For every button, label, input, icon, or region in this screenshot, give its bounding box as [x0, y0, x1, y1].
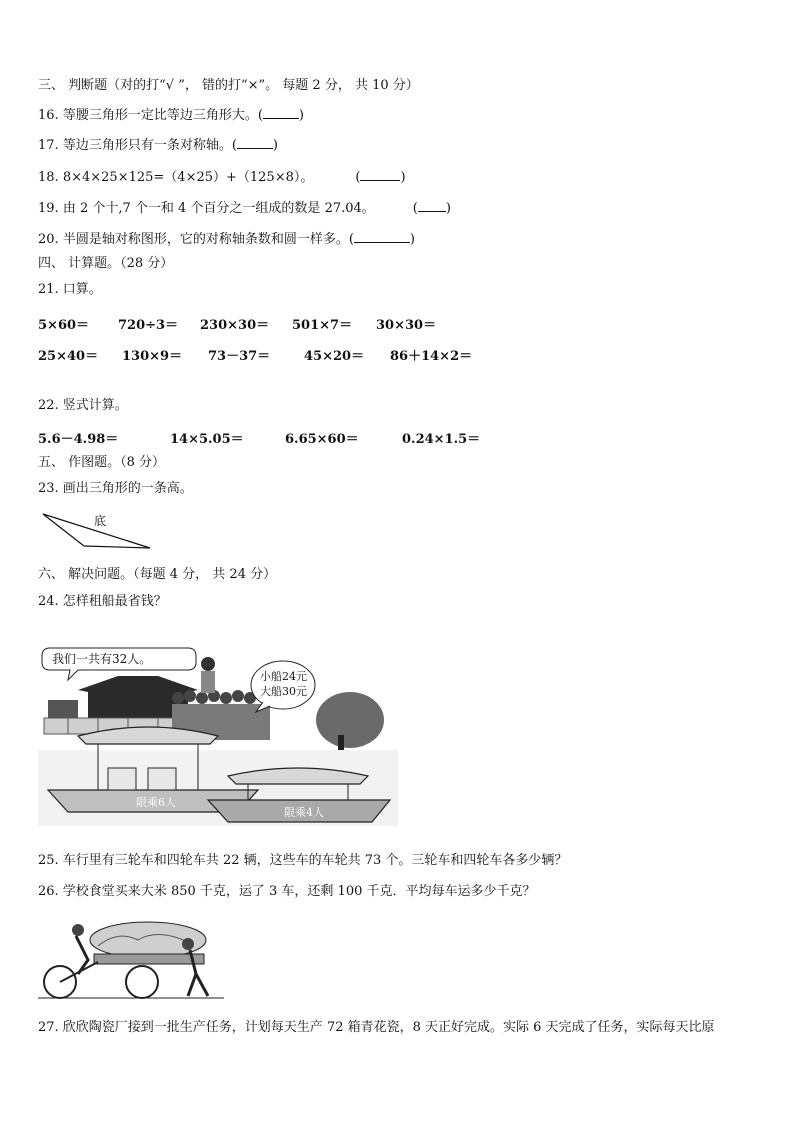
q19-number: 19.: [38, 201, 59, 216]
guide-body: [201, 671, 215, 693]
q19-answer-blank[interactable]: [418, 199, 446, 212]
q17-answer-blank[interactable]: [237, 136, 273, 149]
question-16: [38, 106, 304, 124]
oral-calc-9: 45×20＝: [304, 349, 365, 364]
guide-head: [201, 657, 215, 671]
section5-heading: 五、 作图题。（8 分）: [38, 455, 166, 470]
boat-scene-drawing: [38, 640, 398, 826]
q18-open-paren: (: [355, 170, 361, 185]
q27-label: 27. 欣欣陶瓷厂接到一批生产任务，计划每天生产 72 箱青花瓷，8 天正好完成。实际 6 天完成了任务，实际每天比原: [38, 1020, 715, 1035]
oral-calc-4: 501×7＝: [292, 318, 353, 333]
section6-heading: 六、 解决问题。（每题 4 分， 共 24 分）: [38, 567, 277, 582]
q19-open-paren: (: [412, 201, 418, 216]
question-19: [38, 199, 451, 217]
oral-calc-1: 5×60＝: [38, 318, 90, 333]
q19-text: 由 2 个十,7 个一和 4 个百分之一组成的数是 27.04。: [62, 201, 375, 216]
oral-calc-3: 230×30＝: [200, 318, 270, 333]
section4-heading: 四、 计算题。（28 分）: [38, 256, 174, 271]
rear-wheel: [126, 966, 158, 998]
q18-close-paren: ): [400, 170, 406, 185]
question-17: [38, 136, 278, 154]
section3-heading: 三、 判断题（对的打“√ ”， 错的打“×”。 每题 2 分， 共 10 分）: [38, 78, 419, 93]
q17-close-paren: ): [272, 138, 278, 153]
vertical-calc-4: 0.24×1.5＝: [402, 432, 481, 447]
q18-answer-blank[interactable]: [360, 168, 400, 181]
vertical-calc-2: 14×5.05＝: [170, 432, 244, 447]
q20-open-paren: (: [348, 232, 354, 247]
q19-close-paren: ): [445, 201, 451, 216]
q16-open-paren: (: [257, 108, 263, 123]
pusher-head: [182, 938, 194, 950]
q26-label: 26. 学校食堂买来大米 850 千克，运了 3 车，还剩 100 千克．平均每车运多少千克？: [38, 884, 536, 899]
q20-text: 半圆是轴对称图形，它的对称轴条数和圆一样多。: [62, 232, 349, 247]
triangle-figure: [40, 510, 156, 554]
oral-calc-6: 25×40＝: [38, 349, 99, 364]
rider-head: [72, 924, 84, 936]
cart-bed: [94, 954, 204, 964]
price-large-boat: 大船30元: [260, 685, 307, 698]
q20-answer-blank[interactable]: [354, 230, 410, 243]
rice-cart-drawing: [38, 918, 224, 1002]
boat2-capacity-sign: 限乘4人: [284, 806, 324, 819]
price-small-boat: 小船24元: [260, 670, 307, 683]
q20-close-paren: ): [409, 232, 415, 247]
tree-right: [316, 692, 384, 748]
question-18: [38, 168, 406, 186]
boat-rental-illustration: [38, 640, 398, 826]
q17-number: 17.: [38, 138, 59, 153]
q16-close-paren: ): [298, 108, 304, 123]
vertical-calc-1: 5.6－4.98＝: [38, 432, 119, 447]
question-20: [38, 230, 415, 248]
boat1-capacity-sign: 限乘6人: [136, 796, 176, 809]
q25-label: 25. 车行里有三轮车和四轮车共 22 辆，这些车的车轮共 73 个。三轮车和四轮车各多少辆？: [38, 853, 568, 868]
q16-text: 等腰三角形一定比等边三角形大。: [62, 108, 258, 123]
q18-text: 8×4×25×125=（4×25）+（125×8）。: [62, 170, 314, 185]
q16-number: 16.: [38, 108, 59, 123]
q21-label: 21. 口算。: [38, 282, 102, 297]
speech-bubble-text: 我们一共有32人。: [52, 652, 152, 666]
q23-label: 23. 画出三角形的一条高。: [38, 481, 193, 496]
oral-calc-5: 30×30＝: [376, 318, 437, 333]
q22-label: 22. 竖式计算。: [38, 398, 128, 413]
oral-calc-10: 86＋14×2＝: [390, 349, 473, 364]
q20-number: 20.: [38, 232, 59, 247]
q17-text: 等边三角形只有一条对称轴。: [62, 138, 232, 153]
oral-calc-8: 73－37＝: [208, 349, 271, 364]
oral-calc-7: 130×9＝: [122, 349, 183, 364]
triangle-base-label: 底: [94, 514, 107, 528]
rice-cart-illustration: [38, 918, 224, 1002]
vertical-calc-3: 6.65×60＝: [285, 432, 359, 447]
q16-answer-blank[interactable]: [263, 106, 299, 119]
q24-label: 24. 怎样租船最省钱？: [38, 594, 167, 609]
oral-calc-2: 720÷3＝: [118, 318, 179, 333]
q18-number: 18.: [38, 170, 59, 185]
q17-open-paren: (: [231, 138, 237, 153]
